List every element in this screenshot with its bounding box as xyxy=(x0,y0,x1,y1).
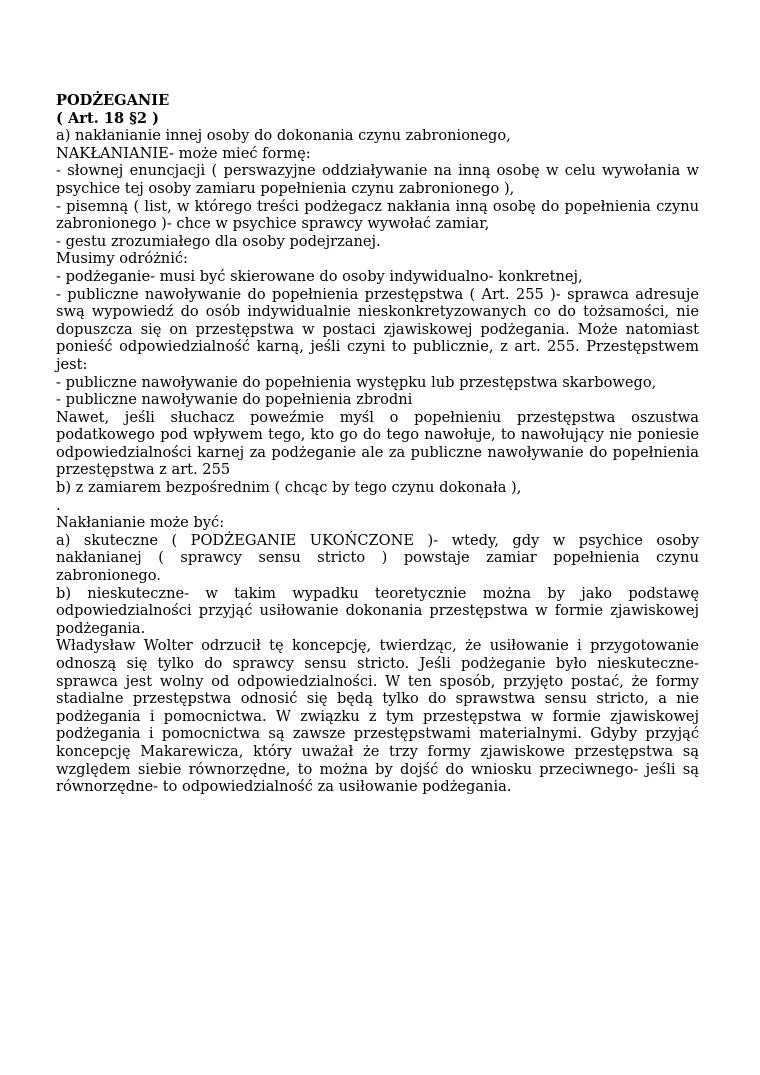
text-line: a) nakłanianie innej osoby do dokonania czynu zabronionego, xyxy=(56,127,511,145)
document-title: PODŻEGANIE xyxy=(56,92,170,109)
text-line: Musimy odróżnić: xyxy=(56,250,188,268)
text-paragraph: Nawet, jeśli słuchacz poweźmie myśl o popełnieniu przestępstwa oszustwa podatkowego pod wpływem tego, kto go do tego nawołuje, to nawołujący nie poniesie odpowiedzialności karnej za podżeganie ale za publiczne nawoływanie do popełnienia przestępstwa z art. 255 xyxy=(56,408,699,479)
text-paragraph: - publiczne nawoływanie do popełnienia przestępstwa ( Art. 255 )- sprawca adresuje swą wypowiedź do osób indywidualnie nieskonkretyzowanych co do tożsamości, nie dopuszcza się on przestępstwa w postaci zjawiskowej podżegania. Może natomiast ponieść odpowiedzialność karną, jeśli czyni to publicznie, z art. 255. Przestępstwem jest: xyxy=(56,285,699,373)
text-line: - publiczne nawoływanie do popełnienia występku lub przestępstwa skarbowego, xyxy=(56,373,657,391)
text-paragraph: b) nieskuteczne- w takim wypadku teoretycznie można by jako podstawę odpowiedzialności przyjąć usiłowanie dokonania przestępstwa w formie zjawiskowej podżegania. xyxy=(56,584,699,637)
text-line: b) z zamiarem bezpośrednim ( chcąc by tego czynu dokonała ), xyxy=(56,479,522,497)
article-reference: ( Art. 18 §2 ) xyxy=(56,109,160,127)
text-paragraph: - pisemną ( list, w którego treści podżegacz nakłania inną osobę do popełnienia czynu zabronionego )- chce w psychice sprawcy wywołać zamiar, xyxy=(56,197,699,233)
text-paragraph: Władysław Wolter odrzucił tę koncepcję, twierdząc, że usiłowanie i przygotowanie odnoszą się tylko do sprawcy sensu stricto. Jeśli podżeganie było nieskuteczne- sprawca jest wolny od odpowiedzialności. W ten sposób, przyjęto postać, że formy stadialne przestępstwa odnosić się będą tylko do sprawstwa sensu stricto, a nie podżegania i pomocnictwa. W związku z tym przestępstwa w formie zjawiskowej podżegania i pomocnictwa są zawsze przestępstwami materialnymi. Gdyby przyjąć koncepcję Makarewicza, który uważał że trzy formy zjawiskowe przestępstwa są względem siebie równorzędne, to można by dojść do wniosku przeciwnego- jeśli są równorzędne- to odpowiedzialność za usiłowanie podżegania. xyxy=(56,637,699,796)
text-line: NAKŁANIANIE- może mieć formę: xyxy=(56,144,311,162)
text-line: - gestu zrozumiałego dla osoby podejrzanej. xyxy=(56,232,381,250)
text-paragraph: - słownej enuncjacji ( perswazyjne oddziaływanie na inną osobę w celu wywołania w psychice tej osoby zamiaru popełnienia czynu zabronionego ), xyxy=(56,162,699,197)
document-page xyxy=(56,92,699,796)
text-line: Nakłanianie może być: xyxy=(56,514,225,532)
text-line: - publiczne nawoływanie do popełnienia zbrodni xyxy=(56,391,413,409)
text-line: - podżeganie- musi być skierowane do osoby indywidualno- konkretnej, xyxy=(56,267,583,285)
text-line: . xyxy=(56,496,61,514)
text-paragraph: a) skuteczne ( PODŻEGANIE UKOŃCZONE )- wtedy, gdy w psychice osoby nakłanianej ( sprawcy sensu stricto ) powstaje zamiar popełnienia czynu zabronionego. xyxy=(56,531,699,585)
